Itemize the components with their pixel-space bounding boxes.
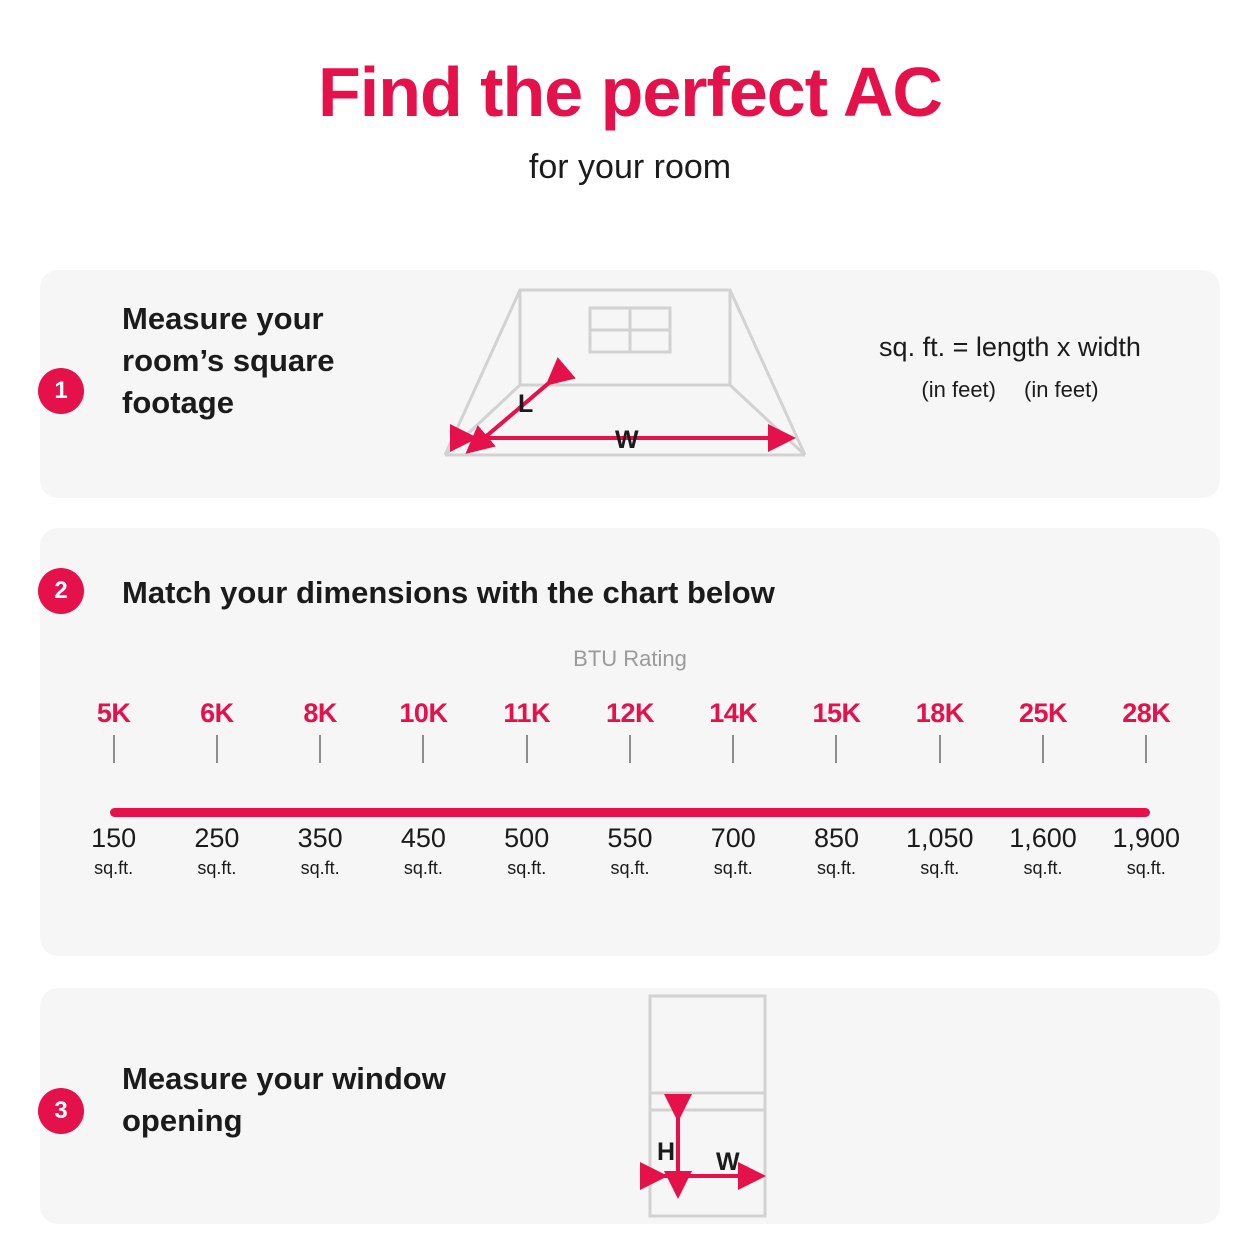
btu-rating-label: BTU Rating [573, 646, 687, 671]
svg-text:W: W [716, 1148, 740, 1176]
btu-ticks-row [62, 729, 1198, 775]
axis-tick [1042, 735, 1044, 763]
axis-tick [939, 735, 941, 763]
btu-label: 10K [399, 698, 448, 728]
btu-label: 15K [812, 698, 861, 728]
btu-scale-chart [62, 698, 1198, 898]
window-opening-icon [600, 988, 840, 1224]
step-3-label: Measure your window opening [122, 1061, 446, 1138]
axis-tick [216, 735, 218, 763]
sqft-value: 550 [607, 823, 653, 853]
sqft-value: 500 [504, 823, 550, 853]
sqft-unit: sq.ft. [300, 858, 340, 878]
axis-tick [319, 735, 321, 763]
btu-label: 28K [1122, 698, 1171, 728]
sqft-unit: sq.ft. [1126, 858, 1166, 878]
sqft-unit: sq.ft. [1023, 858, 1063, 878]
btu-label: 5K [96, 698, 131, 728]
sqft-unit: sq.ft. [507, 858, 547, 878]
btu-label: 25K [1019, 698, 1068, 728]
sqft-unit: sq.ft. [920, 858, 960, 878]
btu-label: 12K [605, 698, 654, 728]
axis-tick [1145, 735, 1147, 763]
formula-note-width: (in feet) [1024, 377, 1099, 402]
room-perspective-icon [400, 280, 850, 490]
sqft-values-row [62, 805, 1198, 879]
axis-tick [113, 735, 115, 763]
sqft-value: 850 [813, 823, 860, 853]
sqft-unit: sq.ft. [403, 858, 443, 878]
axis-tick [526, 735, 528, 763]
axis-tick [422, 735, 424, 763]
sqft-value: 1,600 [1009, 823, 1077, 853]
sqft-value: 150 [91, 823, 137, 853]
axis-tick [629, 735, 631, 763]
sqft-unit: sq.ft. [713, 858, 753, 878]
step-3-badge: 3 [38, 1088, 84, 1134]
sqft-value: 700 [710, 823, 756, 853]
btu-label: 11K [503, 698, 550, 728]
step-1-badge: 1 [38, 368, 84, 414]
step-1-label: Measure your room’s square footage [122, 301, 335, 420]
sqft-unit: sq.ft. [610, 858, 650, 878]
btu-label: 18K [915, 698, 964, 728]
axis-tick [835, 735, 837, 763]
formula-equation: sq. ft. = length x width [879, 332, 1141, 362]
sqft-unit: sq.ft. [94, 858, 134, 878]
header [0, 0, 1260, 187]
btu-labels-row [62, 698, 1198, 729]
sqft-value: 450 [400, 823, 446, 853]
sqft-unit: sq.ft. [816, 858, 856, 878]
svg-text:W: W [615, 426, 639, 454]
page-subtitle: for your room [528, 147, 732, 186]
btu-label: 6K [200, 698, 234, 728]
svg-text:H: H [657, 1138, 676, 1166]
step-2-label: Match your dimensions with the chart below [122, 575, 775, 610]
square-footage-formula [800, 332, 1220, 403]
sqft-value: 1,050 [905, 823, 974, 853]
svg-text:L: L [518, 390, 534, 418]
sqft-value: 250 [194, 823, 240, 853]
page-title: Find the perfect AC [318, 53, 942, 131]
sqft-value: 1,900 [1112, 823, 1181, 853]
btu-label: 8K [303, 698, 337, 728]
step-2-badge: 2 [38, 568, 84, 614]
sqft-unit: sq.ft. [197, 858, 237, 878]
axis-tick [732, 735, 734, 763]
sqft-value: 350 [297, 823, 343, 853]
formula-note-length: (in feet) [921, 377, 996, 402]
btu-label: 14K [709, 698, 758, 728]
